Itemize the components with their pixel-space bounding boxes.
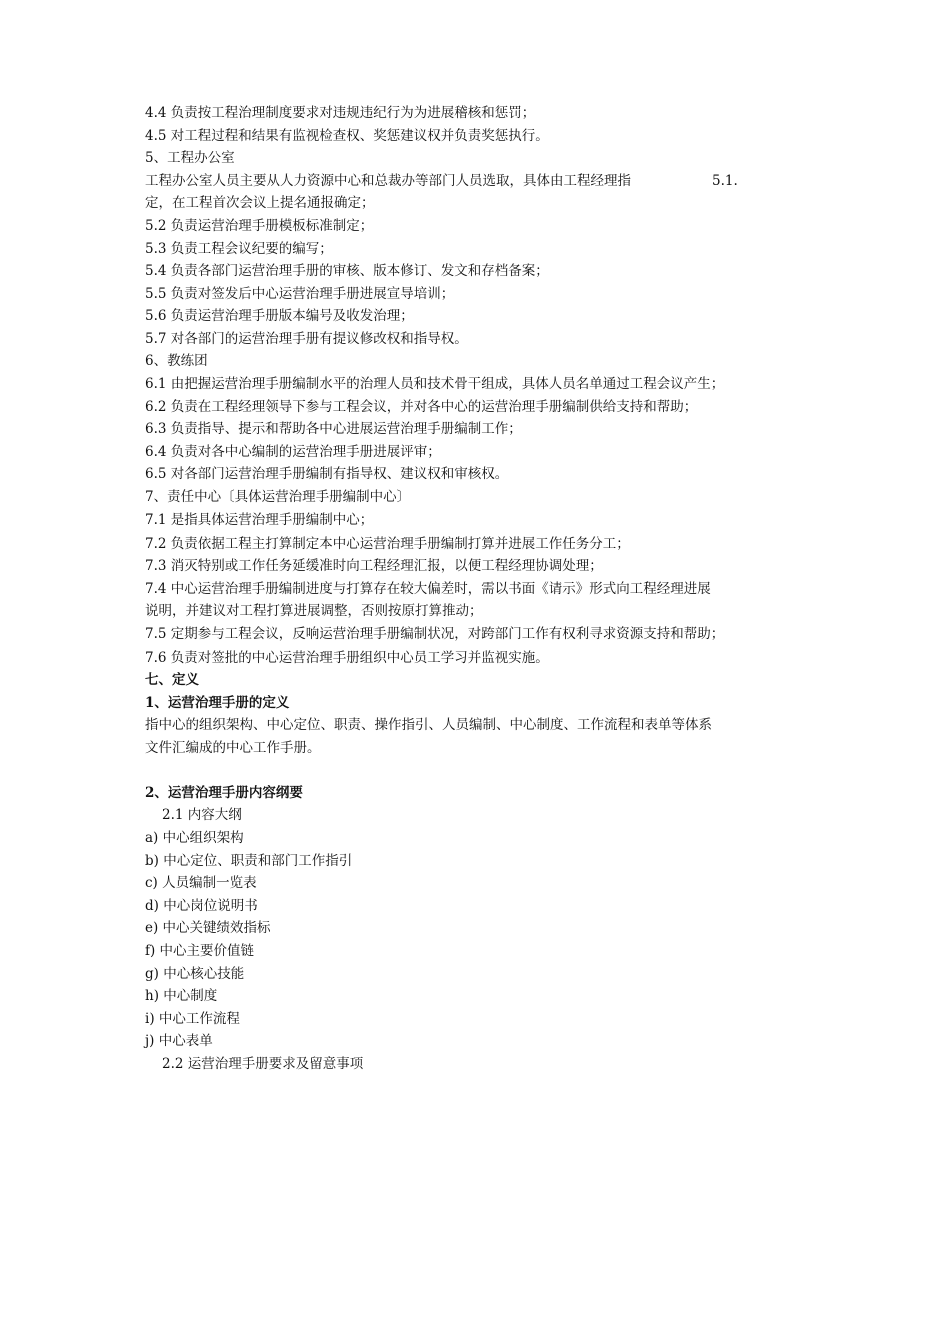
text-line-office-intro: 工程办公室人员主要从人力资源中心和总裁办等部门人员选取，具体由工程经理指 [145, 173, 631, 189]
heading-responsible-center: 7、责任中心〔具体运营治理手册编制中心〕 [145, 489, 411, 505]
list-item-b: b) 中心定位、职责和部门工作指引 [145, 853, 353, 869]
list-item-j: j) 中心表单 [145, 1033, 213, 1049]
list-item-d: d) 中心岗位说明书 [145, 898, 258, 914]
list-item-a: a) 中心组织架构 [145, 830, 244, 846]
list-item-c: c) 人员编制一览表 [145, 875, 257, 891]
text-line-5-6: 5.6 负责运营治理手册版本编号及收发治理； [145, 308, 414, 324]
text-line-6-2: 6.2 负责在工程经理领导下参与工程会议，并对各中心的运营治理手册编制供给支持和帮助； [145, 399, 698, 415]
text-line-6-4: 6.4 负责对各中心编制的运营治理手册进展评审； [145, 444, 441, 460]
text-line-2-2: 2.2 运营治理手册要求及留意事项 [162, 1056, 364, 1072]
text-number-5-1: 5.1. [712, 173, 738, 189]
text-line-7-5: 7.5 定期参与工程会议，反响运营治理手册编制状况，对跨部门工作有权利寻求资源支持和帮助； [145, 626, 725, 642]
text-line-5-2: 5.2 负责运营治理手册模板标准制定； [145, 218, 374, 234]
text-line-definition: 指中心的组织架构、中心定位、职责、操作指引、人员编制、中心制度、工作流程和表单等体系 [145, 717, 712, 733]
text-line-5-4: 5.4 负责各部门运营治理手册的审核、版本修订、发文和存档备案； [145, 263, 549, 279]
text-line-office-intro-cont: 定，在工程首次会议上提名通报确定； [145, 195, 375, 211]
text-line-2-1: 2.1 内容大纲 [162, 807, 242, 823]
list-item-i: i) 中心工作流程 [145, 1011, 240, 1027]
list-item-h: h) 中心制度 [145, 988, 218, 1004]
subheading-manual-outline: 2、运营治理手册内容纲要 [145, 785, 303, 801]
text-line-6-1: 6.1 由把握运营治理手册编制水平的治理人员和技术骨干组成，具体人员名单通过工程会议产生； [145, 376, 725, 392]
text-line-6-5: 6.5 对各部门运营治理手册编制有指导权、建议权和审核权。 [145, 466, 509, 482]
heading-coaching-team: 6、教练团 [145, 353, 208, 369]
heading-project-office: 5、工程办公室 [145, 150, 235, 166]
text-line-4-4: 4.4 负责按工程治理制度要求对违规违纪行为为进展稽核和惩罚； [145, 105, 536, 121]
text-line-7-4-cont: 说明，并建议对工程打算进展调整，否则按原打算推动； [145, 603, 483, 619]
list-item-f: f) 中心主要价值链 [145, 943, 255, 959]
list-item-e: e) 中心关键绩效指标 [145, 920, 271, 936]
text-line-4-5: 4.5 对工程过程和结果有监视检查权、奖惩建议权并负责奖惩执行。 [145, 128, 549, 144]
text-line-6-3: 6.3 负责指导、提示和帮助各中心进展运营治理手册编制工作； [145, 421, 522, 437]
text-line-7-2: 7.2 负责依据工程主打算制定本中心运营治理手册编制打算并进展工作任务分工； [145, 536, 630, 552]
text-line-7-4: 7.4 中心运营治理手册编制进度与打算存在较大偏差时，需以书面《请示》形式向工程经理进展 [145, 581, 711, 597]
text-line-definition-cont: 文件汇编成的中心工作手册。 [145, 740, 321, 756]
text-line-7-1: 7.1 是指具体运营治理手册编制中心； [145, 512, 374, 528]
text-line-5-7: 5.7 对各部门的运营治理手册有提议修改权和指导权。 [145, 331, 468, 347]
subheading-manual-definition: 1、运营治理手册的定义 [145, 695, 290, 711]
text-line-7-3: 7.3 消灭特别或工作任务延缓准时向工程经理汇报，以便工程经理协调处理； [145, 558, 603, 574]
text-line-7-6: 7.6 负责对签批的中心运营治理手册组织中心员工学习并监视实施。 [145, 650, 549, 666]
list-item-g: g) 中心核心技能 [145, 966, 245, 982]
text-line-5-3: 5.3 负责工程会议纪要的编写； [145, 241, 333, 257]
text-line-5-5: 5.5 负责对签发后中心运营治理手册进展宣导培训； [145, 286, 455, 302]
section-heading-definitions: 七、定义 [145, 672, 199, 688]
